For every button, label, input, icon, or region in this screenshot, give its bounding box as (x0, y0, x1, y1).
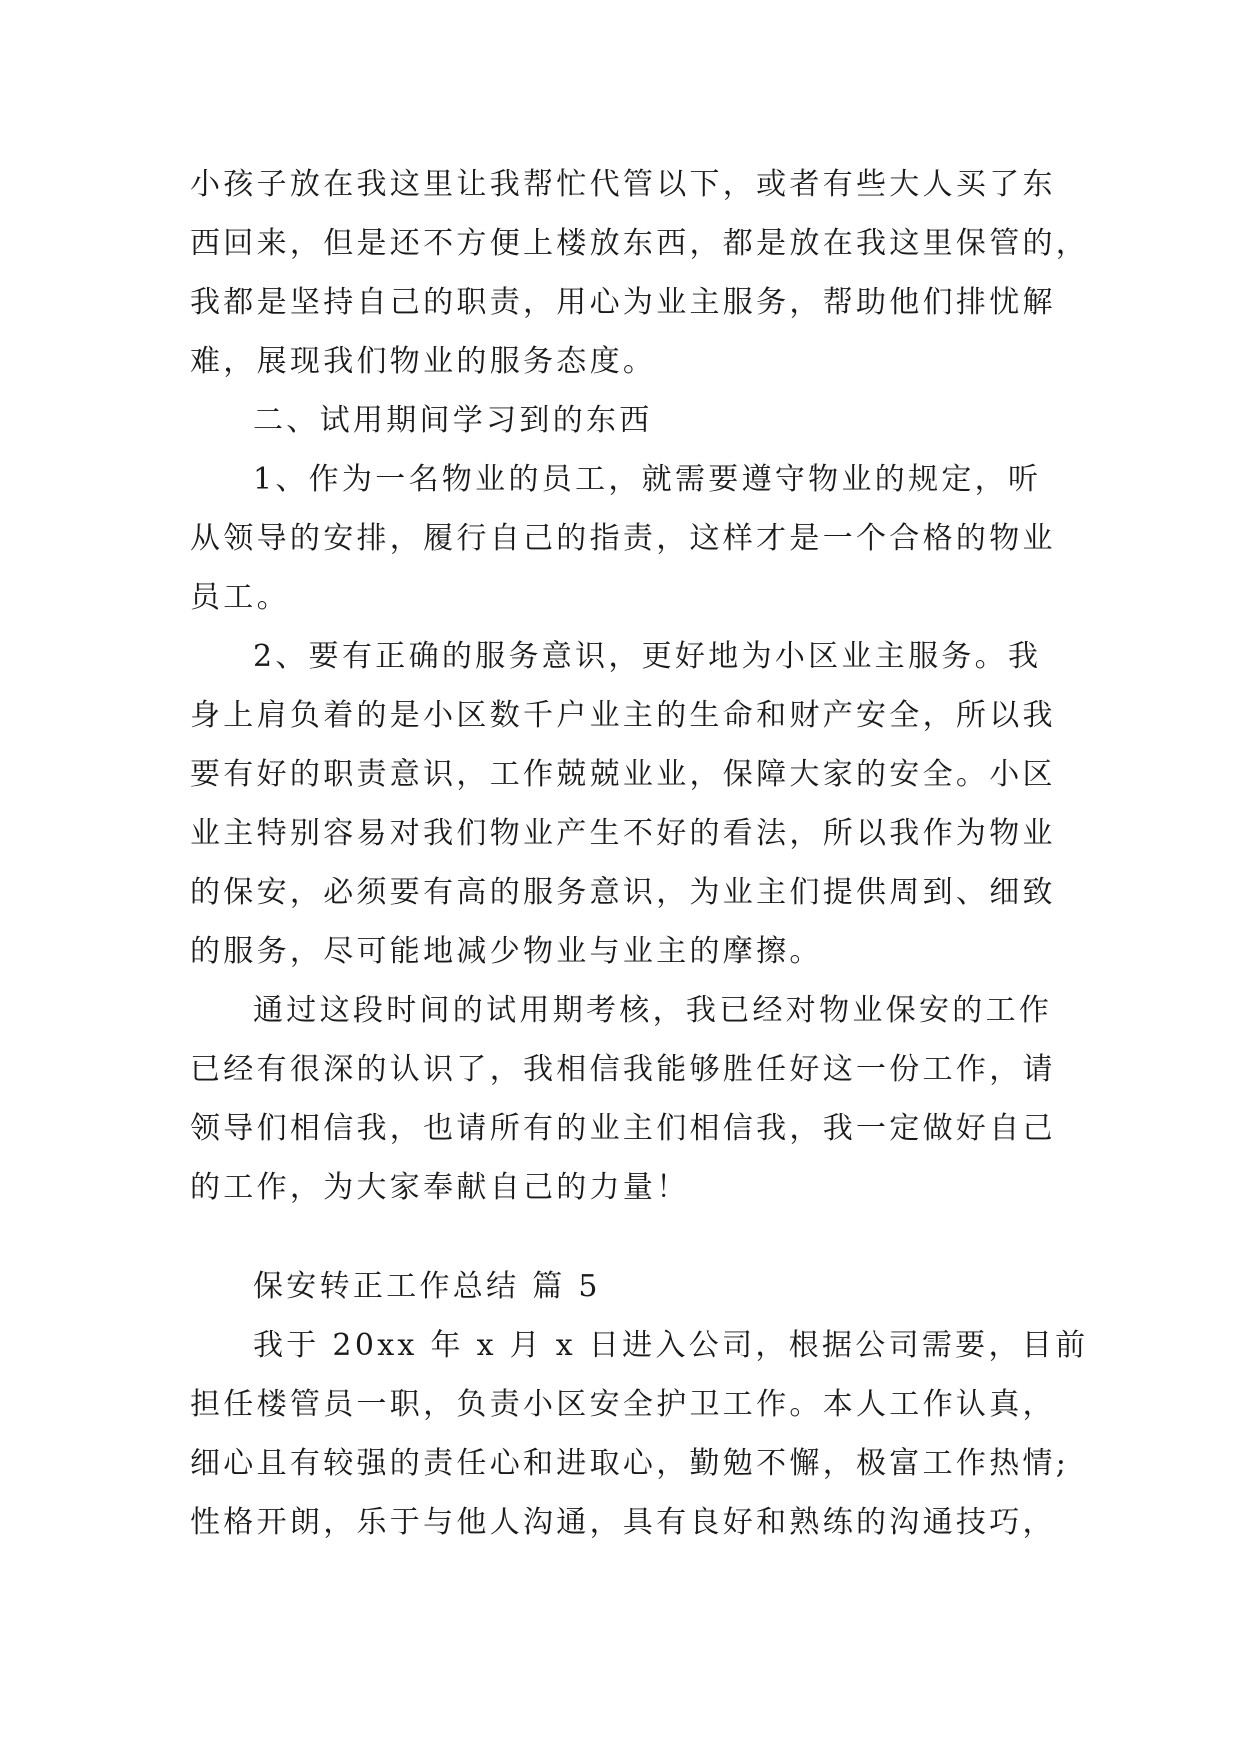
text-line: 我都是坚持自己的职责，用心为业主服务，帮助他们排忧解 (190, 285, 1056, 320)
document-body (190, 155, 1090, 1552)
paragraph-item-1 (190, 450, 1056, 627)
text-line: 细心且有较强的责任心和进取心，勤勉不懈，极富工作热情; (190, 1446, 1070, 1481)
text-line: 身上肩负着的是小区数千户业主的生命和财产安全，所以我 (190, 698, 1056, 733)
text-line: 1、作为一名物业的员工，就需要遵守物业的规定，听 (253, 462, 1042, 497)
text-line: 西回来，但是还不方便上楼放东西，都是放在我这里保管的， (190, 226, 1090, 261)
section-title: 保安转正工作总结 篇 5 (253, 1269, 601, 1304)
text-line: 员工。 (190, 580, 290, 615)
text-line: 小孩子放在我这里让我帮忙代管以下，或者有些大人买了东 (190, 167, 1056, 202)
text-line: 我于 20xx 年 x 月 x 日进入公司，根据公司需要，目前 (253, 1328, 1089, 1363)
section-spacer (190, 1217, 1052, 1257)
text-line: 要有好的职责意识，工作兢兢业业，保障大家的安全。小区 (190, 757, 1056, 792)
text-line: 领导们相信我，也请所有的业主们相信我，我一定做好自己 (190, 1111, 1056, 1146)
paragraph-service-continued (190, 155, 1090, 391)
text-line: 从领导的安排，履行自己的指责，这样才是一个合格的物业 (190, 521, 1056, 556)
paragraph-conclusion (190, 981, 1056, 1217)
text-line: 担任楼管员一职，负责小区安全护卫工作。本人工作认真， (190, 1387, 1056, 1422)
section-heading-learned: 二、试用期间学习到的东西 (253, 403, 653, 438)
text-line: 的保安，必须要有高的服务意识，为业主们提供周到、细致 (190, 875, 1056, 910)
paragraph-section-5 (190, 1316, 1089, 1552)
text-line: 的服务，尽可能地减少物业与业主的摩擦。 (190, 934, 823, 969)
text-line: 业主特别容易对我们物业产生不好的看法，所以我作为物业 (190, 816, 1056, 851)
text-line: 通过这段时间的试用期考核，我已经对物业保安的工作 (253, 993, 1053, 1028)
text-line: 性格开朗，乐于与他人沟通，具有良好和熟练的沟通技巧， (190, 1505, 1056, 1540)
paragraph-item-2 (190, 627, 1056, 981)
text-line: 的工作，为大家奉献自己的力量！ (190, 1170, 690, 1205)
text-line: 2、要有正确的服务意识，更好地为小区业主服务。我 (253, 639, 1042, 674)
text-line: 已经有很深的认识了，我相信我能够胜任好这一份工作，请 (190, 1052, 1056, 1087)
text-line: 难，展现我们物业的服务态度。 (190, 344, 657, 379)
